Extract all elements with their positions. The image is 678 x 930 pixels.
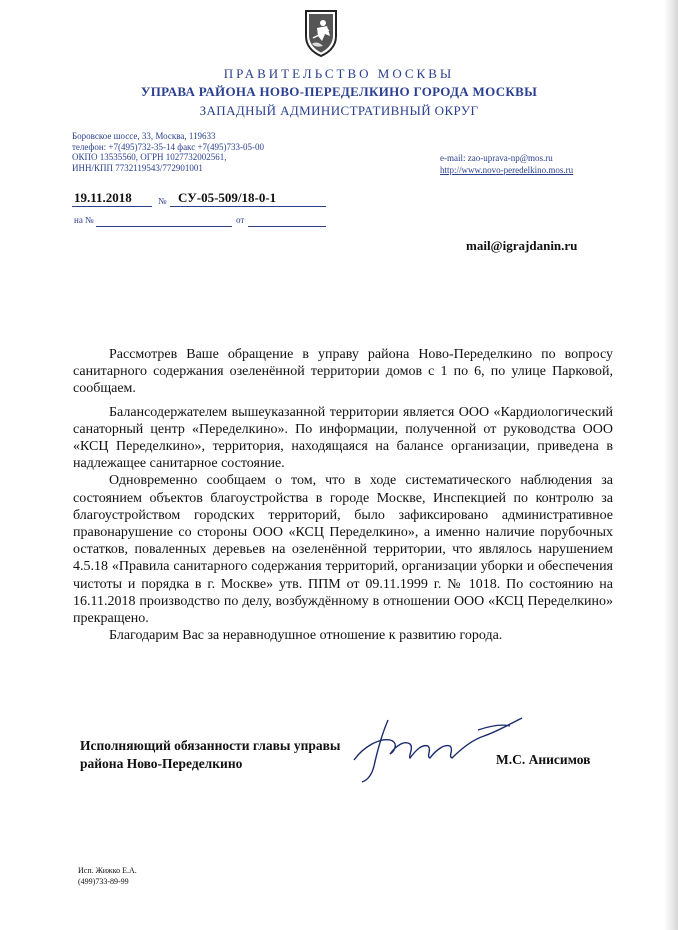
okpo-text: ОКПО 13535560, ОГРН 1027732002561,: [72, 152, 227, 162]
number-underline: [170, 206, 326, 207]
page-edge-shadow: [664, 0, 678, 930]
executor-phone: (499)733-89-99: [78, 877, 129, 886]
letter-number: СУ-05-509/18-0-1: [178, 190, 277, 205]
paragraph-3: Одновременно сообщаем о том, что в ходе систематического наблюдения за состоянием объектов благоустройства в городе Москве, Инспекцией по контролю за благоустройством городских территорий, было зафиксировано административное правонарушение со стороны ООО «КСЦ Переделкино», а именно наличие порубочных остатков, поваленных деревьев на озеленённой территории, что являлось нарушением 4.5.18 «Правила санитарного содержания территорий, организации уборки и обеспечения чистоты и порядка в г. Москве» утв. ППМ от 09.11.1999 г. № 1018. По состоянию на 16.11.2018 производство по делу, возбуждённому в отношении ООО «КСЦ Переделкино» прекращено.: [73, 473, 613, 627]
reply-number-line: [96, 226, 232, 227]
paragraph-4: Благодарим Вас за неравнодушное отношение к развитию города.: [109, 628, 503, 644]
recipient-email: mail@igrajdanin.ru: [466, 238, 578, 253]
signatory-title-line1: Исполняющий обязанности главы управы: [80, 738, 341, 753]
website-link[interactable]: http://www.novo-peredelkino.mos.ru: [440, 165, 574, 175]
inn-text: ИНН/КПП 7732119543/772901001: [72, 162, 203, 173]
header-uprava: УПРАВА РАЙОНА НОВО-ПЕРЕДЕЛКИНО ГОРОДА МОСКВЫ: [140, 84, 538, 99]
reply-from: от: [236, 215, 245, 225]
phone-text: телефон: +7(495)732-35-14 факс +7(495)733-05-00: [72, 141, 265, 152]
date-underline: [72, 206, 152, 207]
email-text: e-mail: zao-uprava-np@mos.ru: [440, 153, 553, 163]
number-sign: №: [158, 196, 167, 206]
signatory-name: М.С. Анисимов: [496, 752, 591, 767]
executor-info: [78, 865, 137, 887]
letter-date: 19.11.2018: [74, 190, 132, 205]
reply-date-line: [248, 226, 326, 227]
header-government: ПРАВИТЕЛЬСТВО МОСКВЫ: [223, 66, 455, 81]
paragraph-2: Балансодержателем вышеуказанной территории является ООО «Кардиологический санаторный центр «Переделкино». По информации, полученной от руководства ООО «КСЦ Переделкино», территория, находящаяся на балансе организации, приведена в надлежащее санитарное состояние.: [73, 404, 613, 472]
paragraph-1: Рассмотрев Ваше обращение в управу района Ново-Переделкино по вопросу санитарного содержания озеленённой территории домов с 1 по 6, по улице Парковой, сообщаем.: [73, 347, 613, 397]
reply-prefix: на №: [74, 215, 94, 225]
signatory-title-line2: района Ново-Переделкино: [80, 756, 243, 771]
contacts-left: [72, 131, 264, 173]
signatory-title: [80, 737, 340, 773]
address-text: Боровское шоссе, 33, Москва, 119633: [72, 131, 216, 141]
executor-name: Исп. Жижко Е.А.: [78, 866, 137, 875]
header-district: ЗАПАДНЫЙ АДМИНИСТРАТИВНЫЙ ОКРУГ: [199, 103, 479, 118]
handwritten-signature: [350, 716, 530, 784]
letter-body: [73, 346, 613, 644]
contacts-right: [440, 152, 573, 176]
moscow-coat-of-arms-icon: [303, 8, 339, 58]
